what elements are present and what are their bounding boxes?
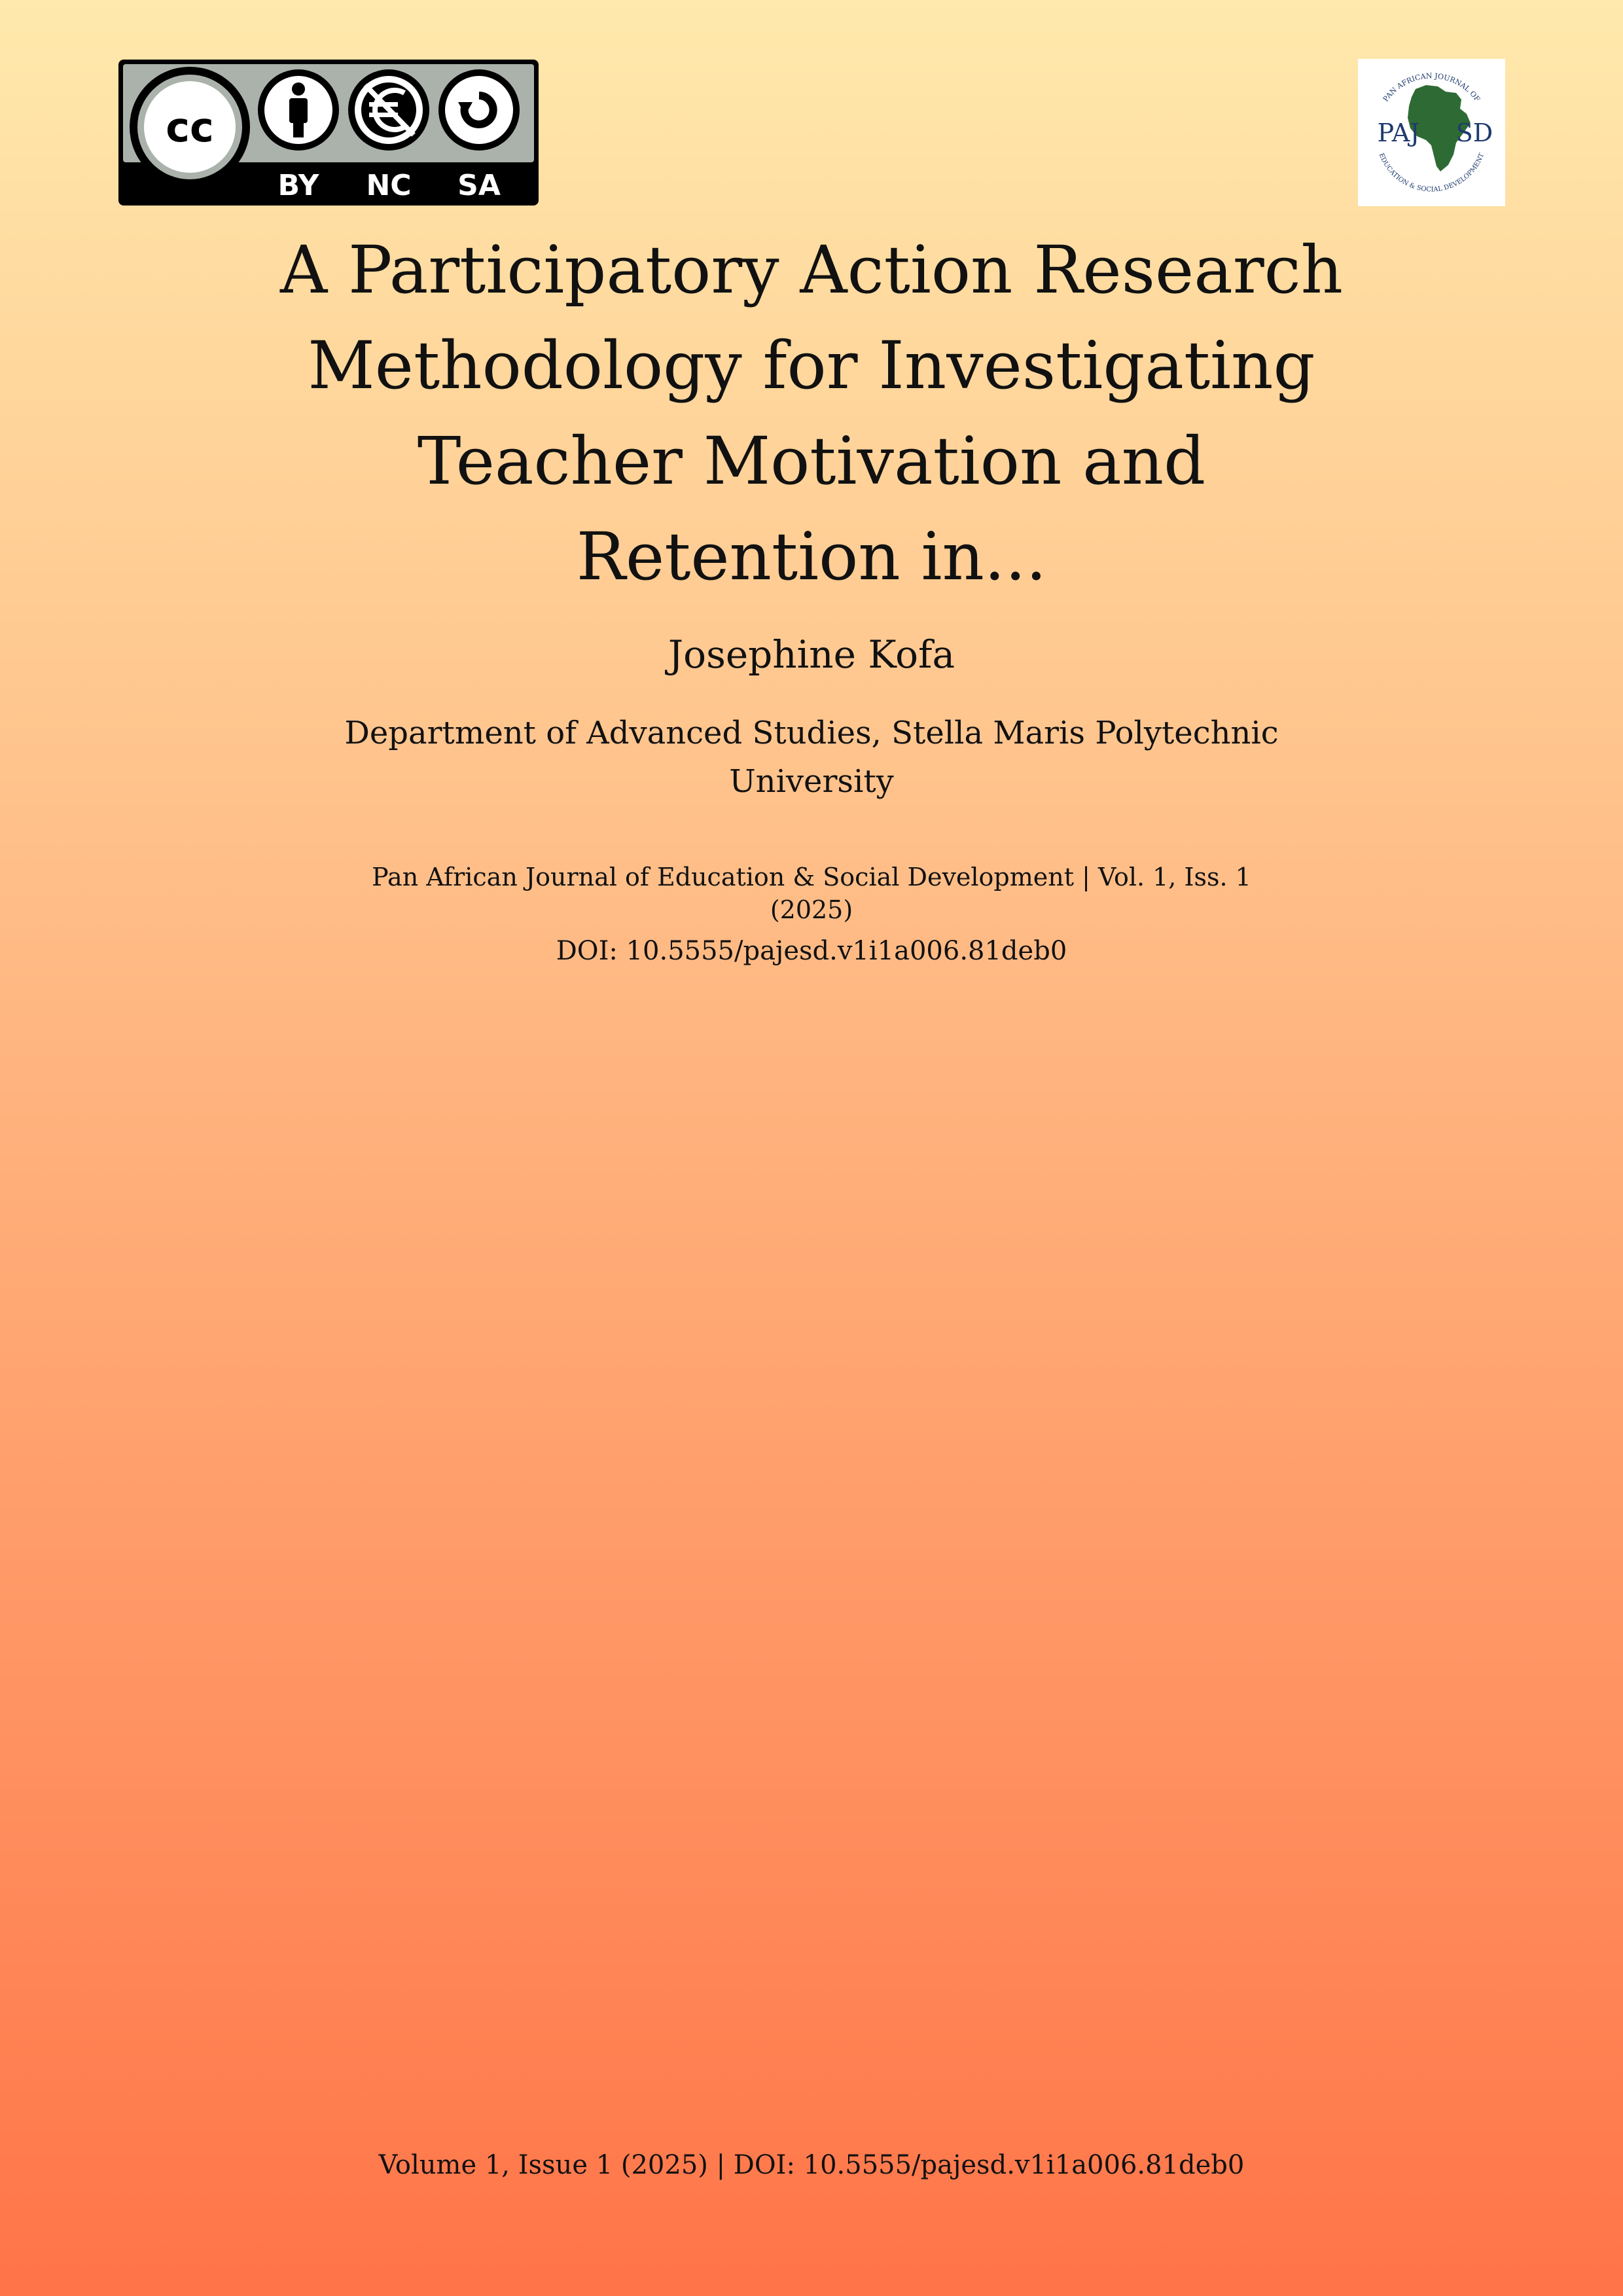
logo-letters-right: SD — [1455, 118, 1493, 147]
logo-letters-left: PAJ — [1377, 118, 1420, 147]
license-by-label: BY — [277, 169, 319, 202]
article-doi: DOI: 10.5555/pajesd.v1i1a006.81deb0 — [556, 936, 1067, 966]
license-nc-label: NC — [366, 169, 412, 202]
journal-logo — [1358, 59, 1505, 206]
logo-ring-bottom-text: EDUCATION & SOCIAL DEVELOPMENT — [1377, 152, 1486, 194]
journal-citation: Pan African Journal of Education & Social Development | Vol. 1, Iss. 1 (2025) — [372, 863, 1251, 924]
logo-ring-top-text: PAN AFRICAN JOURNAL OF — [1381, 71, 1482, 103]
article-title: A Participatory Action Research Methodology for Investigating Teacher Motivation and Retention in... — [279, 232, 1344, 595]
page-footer: Volume 1, Issue 1 (2025) | DOI: 10.5555/pajesd.v1i1a006.81deb0 — [378, 2150, 1245, 2180]
license-sa-label: SA — [457, 169, 501, 202]
cc-by-nc-sa-icon — [118, 59, 539, 206]
author-name: Josephine Kofa — [668, 632, 955, 677]
cc-mark-text: cc — [166, 103, 214, 151]
author-affiliation: Department of Advanced Studies, Stella Maris Polytechnic University — [344, 715, 1279, 800]
